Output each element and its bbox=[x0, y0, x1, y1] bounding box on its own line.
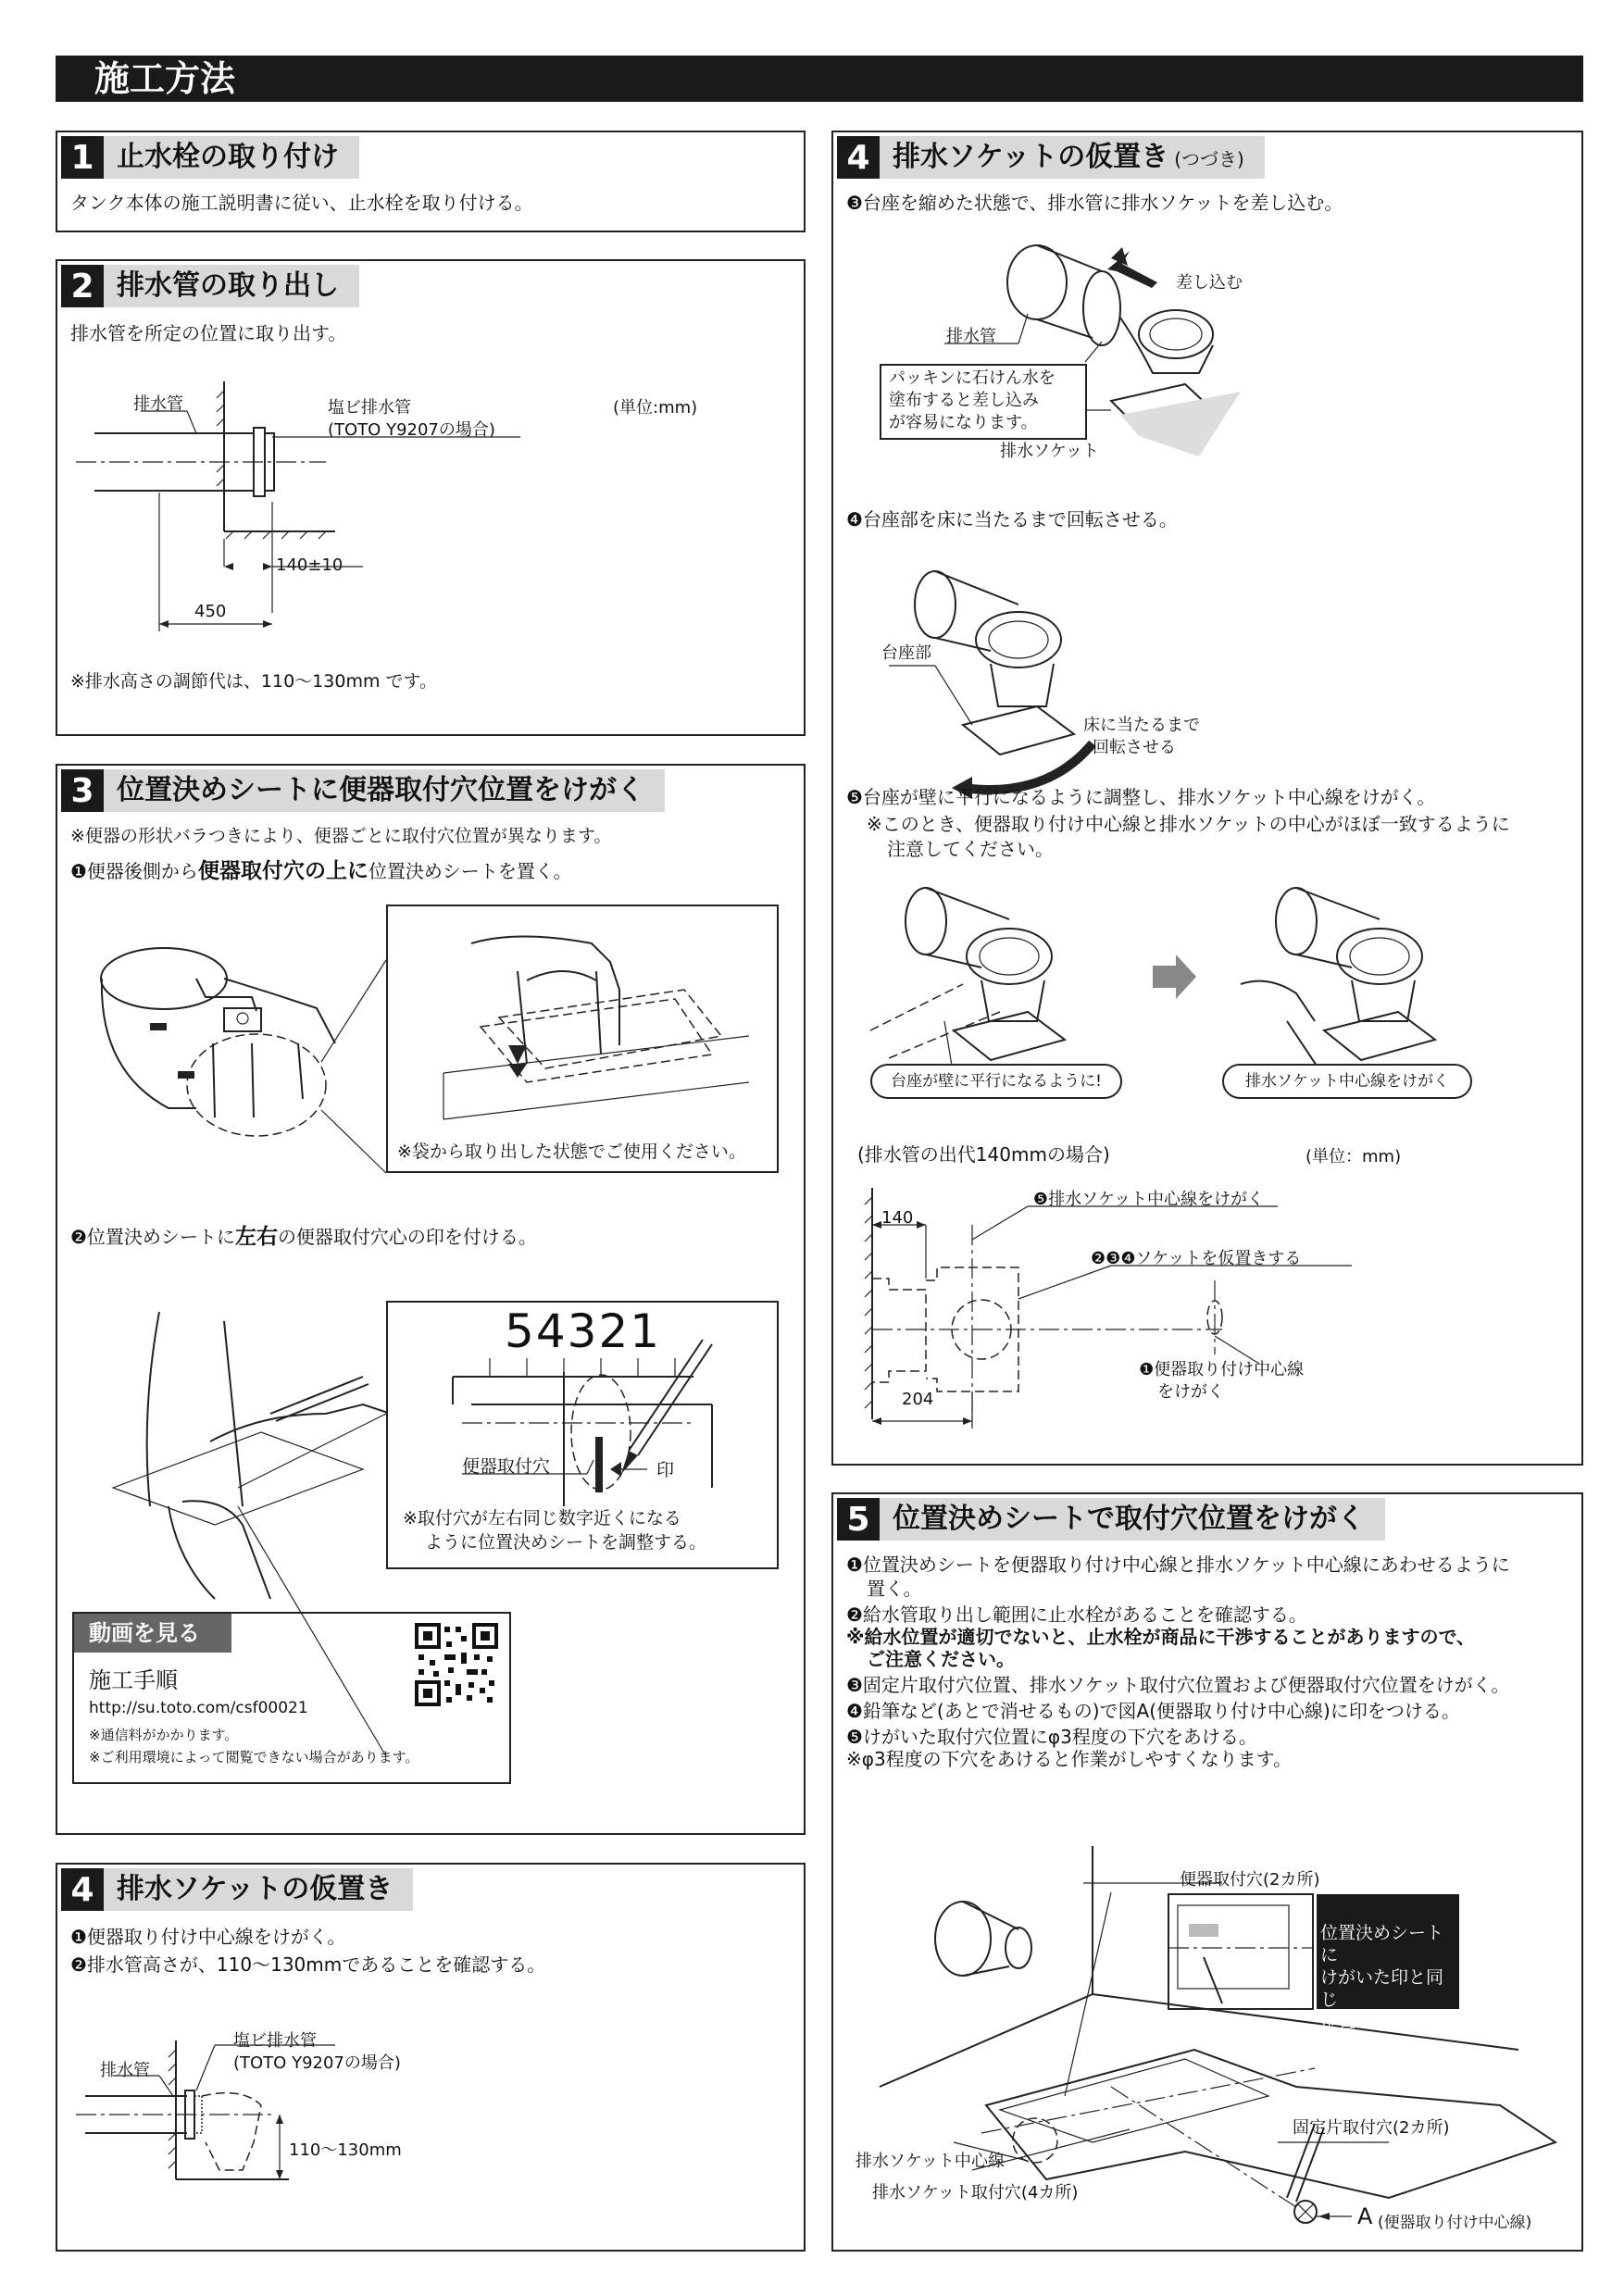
section-5-panel bbox=[831, 1492, 1583, 2252]
pvc-pipe-note: (TOTO Y9207の場合) bbox=[233, 2053, 401, 2073]
dark-box-line: 位置でけがく bbox=[1320, 2012, 1427, 2032]
section-4a-panel bbox=[56, 1863, 806, 2252]
toilet-holes-label: 便器取付穴(2カ所) bbox=[1180, 1870, 1320, 1890]
step-2-text: ❷位置決めシートに左右の便器取付穴心の印を付ける。 bbox=[70, 1225, 537, 1249]
video-box bbox=[72, 1612, 511, 1784]
video-header: 動画を見る bbox=[74, 1614, 231, 1653]
section-title: 排水ソケットの仮置き bbox=[104, 1868, 413, 1911]
mark-same-position-box bbox=[1317, 1894, 1459, 2032]
unit-label: (単位：mm) bbox=[1305, 1147, 1402, 1167]
step-4-text: ❹台座部を床に当たるまで回転させる。 bbox=[846, 508, 1178, 530]
section-2-note: ※排水高さの調節代は、110〜130mm です。 bbox=[70, 671, 437, 692]
parallel-bubble: 台座が壁に平行になるように! bbox=[870, 1064, 1122, 1099]
rotate-label-1: 床に当たるまで bbox=[1083, 716, 1200, 735]
video-title: 施工手順 bbox=[89, 1667, 178, 1693]
socket-height-diagram bbox=[57, 1865, 807, 2253]
section-1-panel bbox=[56, 131, 806, 232]
inset-1-note: ※袋から取り出した状態でご使用ください。 bbox=[397, 1142, 746, 1162]
scale-digit: 4 bbox=[535, 1304, 566, 1358]
step-3-text: ❸台座を縮めた状態で、排水管に排水ソケットを差し込む。 bbox=[846, 192, 1343, 214]
pvc-pipe-note: (TOTO Y9207の場合) bbox=[328, 420, 495, 440]
point-a-label: A bbox=[1357, 2203, 1373, 2229]
socket-holes-label: 排水ソケット取付穴(4カ所) bbox=[872, 2183, 1079, 2202]
hole-label: 便器取付穴 bbox=[462, 1456, 551, 1477]
callout-line: パッキンに石けん水を bbox=[889, 368, 1056, 388]
dimension-140: 140 bbox=[881, 1208, 914, 1228]
dimension-204: 204 bbox=[902, 1390, 934, 1409]
pipe-label: 排水管 bbox=[100, 2061, 150, 2080]
section-2-text: 排水管を所定の位置に取り出す。 bbox=[70, 322, 347, 344]
section-title: 位置決めシートに便器取付穴位置をけがく bbox=[104, 769, 665, 812]
pipe-label: 排水管 bbox=[133, 394, 183, 414]
dimension-450: 450 bbox=[194, 602, 227, 621]
section-2-panel bbox=[56, 259, 806, 736]
video-note-1: ※通信料がかかります。 bbox=[89, 1727, 239, 1743]
page-title: 施工方法 bbox=[56, 56, 1583, 102]
step-5-text: ❺台座が壁に平行になるように調整し、排水ソケット中心線をけがく。 bbox=[846, 786, 1436, 808]
section-title: 排水管の取り出し bbox=[104, 265, 359, 307]
step-2-text: ❷給水管取り出し範囲に止水栓があることを確認する。 bbox=[846, 1603, 1307, 1626]
step-1-text: ❶便器取り付け中心線をけがく。 bbox=[70, 1926, 346, 1948]
step-2-note-2: ご注意ください。 bbox=[867, 1648, 1015, 1670]
scale-digit: 1 bbox=[630, 1304, 660, 1358]
dark-box-line: けがいた印と同じ bbox=[1320, 1967, 1444, 2010]
callout-line: が容易になります。 bbox=[889, 413, 1038, 432]
pipe-label: 排水管 bbox=[946, 327, 996, 346]
mark-label: 印 bbox=[656, 1460, 675, 1480]
base-label: 台座部 bbox=[881, 643, 931, 663]
section-number: 2 bbox=[61, 265, 104, 307]
section-3-panel bbox=[56, 764, 806, 1835]
video-url-link[interactable]: http://su.toto.com/csf00021 bbox=[89, 1699, 308, 1717]
section-title: 位置決めシートで取付穴位置をけがく bbox=[880, 1498, 1385, 1541]
section-number: 5 bbox=[837, 1498, 880, 1541]
section-title: 排水ソケットの仮置き (つづき) bbox=[880, 136, 1265, 179]
section-number: 1 bbox=[61, 136, 104, 179]
socket-label: 排水ソケット bbox=[1000, 442, 1099, 461]
step-5-note: ※φ3程度の下穴をあけると作業がしやすくなります。 bbox=[846, 1748, 1293, 1770]
height-dimension: 110〜130mm bbox=[289, 2140, 402, 2160]
step-1-leader-label-1: ❶便器取り付け中心線 bbox=[1139, 1360, 1305, 1379]
centerline-bubble: 排水ソケット中心線をけがく bbox=[1222, 1064, 1472, 1099]
step-5-note-2: 注意してください。 bbox=[887, 838, 1054, 860]
step-1-text: ❶便器後側から便器取付穴の上に位置決めシートを置く。 bbox=[70, 859, 572, 883]
dark-box-line: 位置決めシートに bbox=[1320, 1923, 1444, 1965]
section-number: 4 bbox=[61, 1868, 104, 1911]
step-5-note-1: ※このとき、便器取り付け中心線と排水ソケットの中心がほぼ一致するように bbox=[867, 813, 1510, 835]
unit-label: (単位:mm) bbox=[613, 398, 698, 418]
case-title: (排水管の出代140mmの場合) bbox=[857, 1143, 1110, 1166]
step-234-leader-label: ❷❸❹ソケットを仮置きする bbox=[1091, 1249, 1302, 1268]
section-number: 3 bbox=[61, 769, 104, 812]
insert-label: 差し込む bbox=[1176, 273, 1243, 293]
scale-digit: 5 bbox=[505, 1304, 534, 1358]
scale-digit: 3 bbox=[567, 1304, 597, 1358]
section-4b-panel bbox=[831, 131, 1583, 1466]
section-1-text: タンク本体の施工説明書に従い、止水栓を取り付ける。 bbox=[70, 192, 533, 214]
step-4-text: ❹鉛筆など(あとで消せるもの)で図A(便器取り付け中心線)に印をつける。 bbox=[846, 1700, 1460, 1722]
socket-centerline-label: 排水ソケット中心線 bbox=[856, 2152, 1005, 2171]
inset-2-note-1: ※取付穴が左右同じ数字近くになる bbox=[403, 1508, 681, 1529]
step-5-text: ❺けがいた取付穴位置にφ3程度の下穴をあける。 bbox=[846, 1726, 1257, 1748]
step-2-text: ❷排水管高さが、110〜130mmであることを確認する。 bbox=[70, 1953, 546, 1976]
step-2-note-1: ※給水位置が適切でないと、止水栓が商品に干渉することがありますので、 bbox=[846, 1626, 1476, 1648]
step-1-leader-label-2: をけがく bbox=[1157, 1382, 1224, 1402]
video-note-2: ※ご利用環境によって閲覧できない場合があります。 bbox=[89, 1749, 419, 1766]
section-3-note: ※便器の形状バラつきにより、便器ごとに取付穴位置が異なります。 bbox=[70, 826, 612, 846]
fixing-holes-label: 固定片取付穴(2カ所) bbox=[1293, 2118, 1450, 2138]
qr-code-icon[interactable] bbox=[415, 1623, 498, 1706]
step-5-leader-label: ❺排水ソケット中心線をけがく bbox=[1033, 1190, 1265, 1209]
marking-inset bbox=[386, 1301, 779, 1569]
pvc-pipe-label: 塩ビ排水管 bbox=[233, 2031, 317, 2051]
step-1-line-2: 置く。 bbox=[867, 1578, 922, 1600]
inset-2-note-2: ように位置決めシートを調整する。 bbox=[425, 1532, 707, 1553]
point-a-note: (便器取り付け中心線) bbox=[1378, 2214, 1532, 2232]
drain-pipe-diagram bbox=[57, 261, 807, 738]
scale-digit: 2 bbox=[598, 1304, 629, 1358]
dimension-140: 140±10 bbox=[276, 555, 344, 575]
rotate-label-2: 回転させる bbox=[1093, 738, 1176, 757]
callout-line: 塗布すると差し込み bbox=[889, 391, 1039, 410]
step-3-text: ❸固定片取付穴位置、排水ソケット取付穴位置および便器取付穴位置をけがく。 bbox=[846, 1674, 1510, 1696]
section-title: 止水栓の取り付け bbox=[104, 136, 359, 179]
section-number: 4 bbox=[837, 136, 880, 179]
section-1-header bbox=[61, 136, 359, 179]
step-1-line-1: ❶位置決めシートを便器取り付け中心線と排水ソケット中心線にあわせるように bbox=[846, 1554, 1510, 1576]
pvc-pipe-label: 塩ビ排水管 bbox=[328, 398, 411, 418]
